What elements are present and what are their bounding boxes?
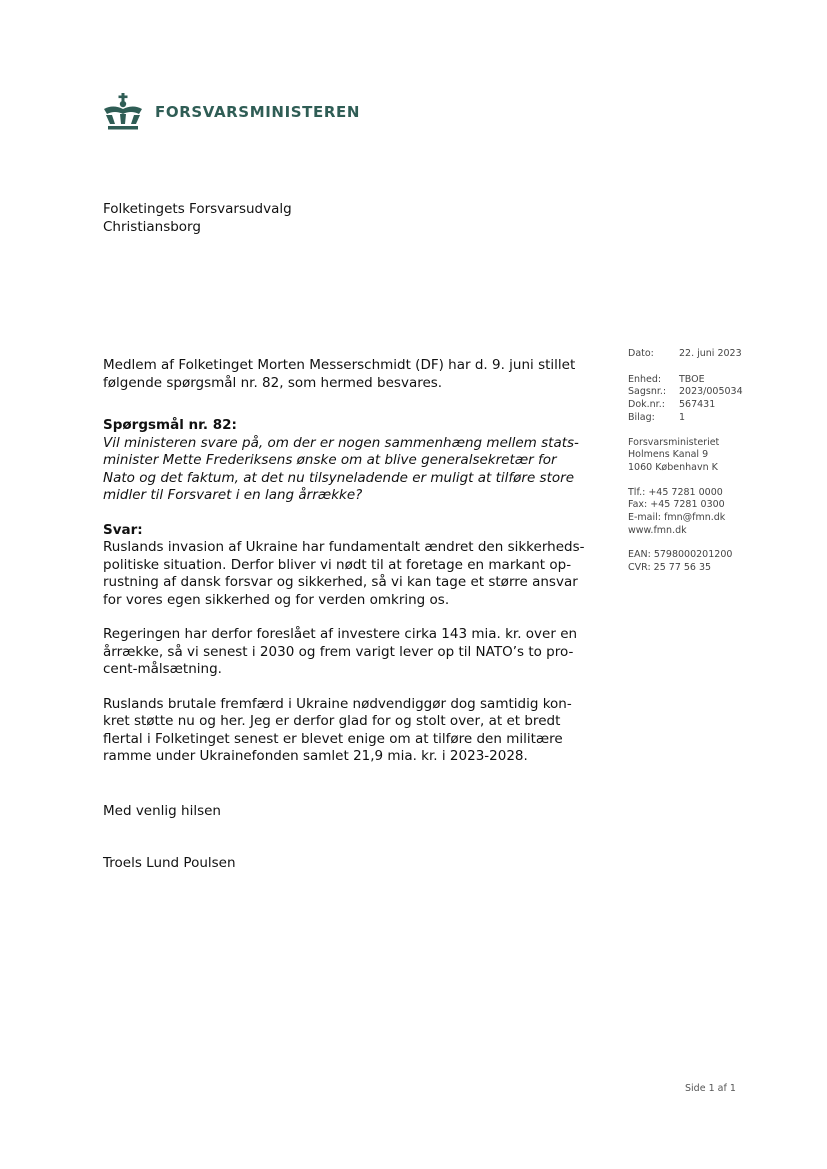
letterhead-logo — [101, 93, 360, 131]
answer-paragraph — [103, 539, 583, 609]
registration-ids — [628, 549, 743, 574]
text-line: følgende spørgsmål nr. 82, som hermed besvares. — [103, 374, 443, 391]
unit-label: Enhed: — [628, 373, 662, 385]
address-line: 1060 København K — [628, 461, 718, 473]
question-heading: Spørgsmål nr. 82: — [103, 417, 237, 433]
answer-paragraph — [103, 696, 583, 766]
unit-value: TBOE — [679, 373, 705, 385]
text-line: Ruslands invasion af Ukraine har fundamentalt ændret den sikkerheds- — [103, 539, 585, 555]
case-number-value: 2023/005034 — [679, 386, 743, 398]
website-link[interactable]: www.fmn.dk — [628, 524, 687, 536]
text-line: Regeringen har derfor foreslået af investere cirka 143 mia. kr. over en — [103, 626, 578, 642]
closing-salutation: Med venlig hilsen — [103, 803, 221, 819]
text-line: ramme under Ukrainefonden samlet 21,9 mia. kr. i 2023-2028. — [103, 748, 528, 764]
answer-paragraph — [103, 626, 583, 679]
text-line: kret støtte nu og her. Jeg er derfor glad for og stolt over, at et bredt — [103, 713, 561, 729]
text-line: for vores egen sikkerhed og for verden omkring os. — [103, 591, 450, 608]
doc-number-label: Dok.nr.: — [628, 399, 665, 411]
fax: Fax: +45 7281 0300 — [628, 499, 725, 511]
recipient-line: Christiansborg — [103, 218, 201, 235]
unit-row — [628, 374, 743, 387]
date-row — [628, 348, 743, 361]
text-line: Nato og det faktum, at det nu tilsyneladende er muligt at tilføre store — [103, 469, 575, 486]
attachments-value: 1 — [679, 411, 686, 423]
answer-heading: Svar: — [103, 521, 143, 538]
document-info-sidebar — [628, 348, 743, 575]
text-line: årrække, så vi senest i 2030 og frem varigt lever op til NATO’s to pro- — [103, 643, 574, 660]
text-line: Medlem af Folketinget Morten Messerschmidt (DF) har d. 9. juni stillet — [103, 357, 576, 373]
email-link[interactable]: E-mail: fmn@fmn.dk — [628, 512, 726, 524]
attachments-label: Bilag: — [628, 411, 655, 423]
text-line: cent-målsætning. — [103, 661, 222, 677]
doc-number-value: 567431 — [679, 399, 716, 411]
text-line: Vil ministeren svare på, om der er nogen sammenhæng mellem stats- — [103, 434, 579, 451]
recipient-line: Folketingets Forsvarsudvalg — [103, 201, 292, 217]
phone: Tlf.: +45 7281 0000 — [628, 486, 723, 498]
case-number-row — [628, 386, 743, 399]
ministry-name: FORSVARSMINISTEREN — [155, 103, 360, 121]
ministry-address — [628, 437, 743, 475]
contact-info — [628, 487, 743, 538]
case-number-label: Sagsnr.: — [628, 386, 667, 398]
ean-number: EAN: 5798000201200 — [628, 549, 733, 561]
date-value: 22. juni 2023 — [679, 348, 742, 359]
crown-icon — [101, 93, 145, 131]
recipient-address — [103, 201, 292, 236]
text-line: midler til Forsvaret i en lang årrække? — [103, 487, 363, 503]
attachments-row — [628, 412, 743, 425]
text-line: politiske situation. Derfor bliver vi nødt til at foretage en markant op- — [103, 556, 572, 573]
intro-paragraph — [103, 357, 583, 392]
date-label: Dato: — [628, 348, 654, 359]
letter-body — [103, 357, 583, 783]
page-number: Side 1 af 1 — [685, 1083, 736, 1094]
text-line: minister Mette Frederiksens ønske om at blive generalsekretær for — [103, 452, 557, 468]
address-line: Forsvarsministeriet — [628, 436, 720, 448]
text-line: rustning af dansk forsvar og sikkerhed, så vi kan tage et større ansvar — [103, 574, 578, 590]
text-line: flertal i Folketinget senest er blevet enige om at tilføre den militære — [103, 730, 563, 747]
address-line: Holmens Kanal 9 — [628, 449, 709, 461]
text-line: Ruslands brutale fremfærd i Ukraine nødvendiggør dog samtidig kon- — [103, 695, 572, 712]
cvr-number: CVR: 25 77 56 35 — [628, 562, 712, 574]
doc-number-row — [628, 399, 743, 412]
signer-name: Troels Lund Poulsen — [103, 855, 236, 871]
question-text — [103, 435, 583, 505]
